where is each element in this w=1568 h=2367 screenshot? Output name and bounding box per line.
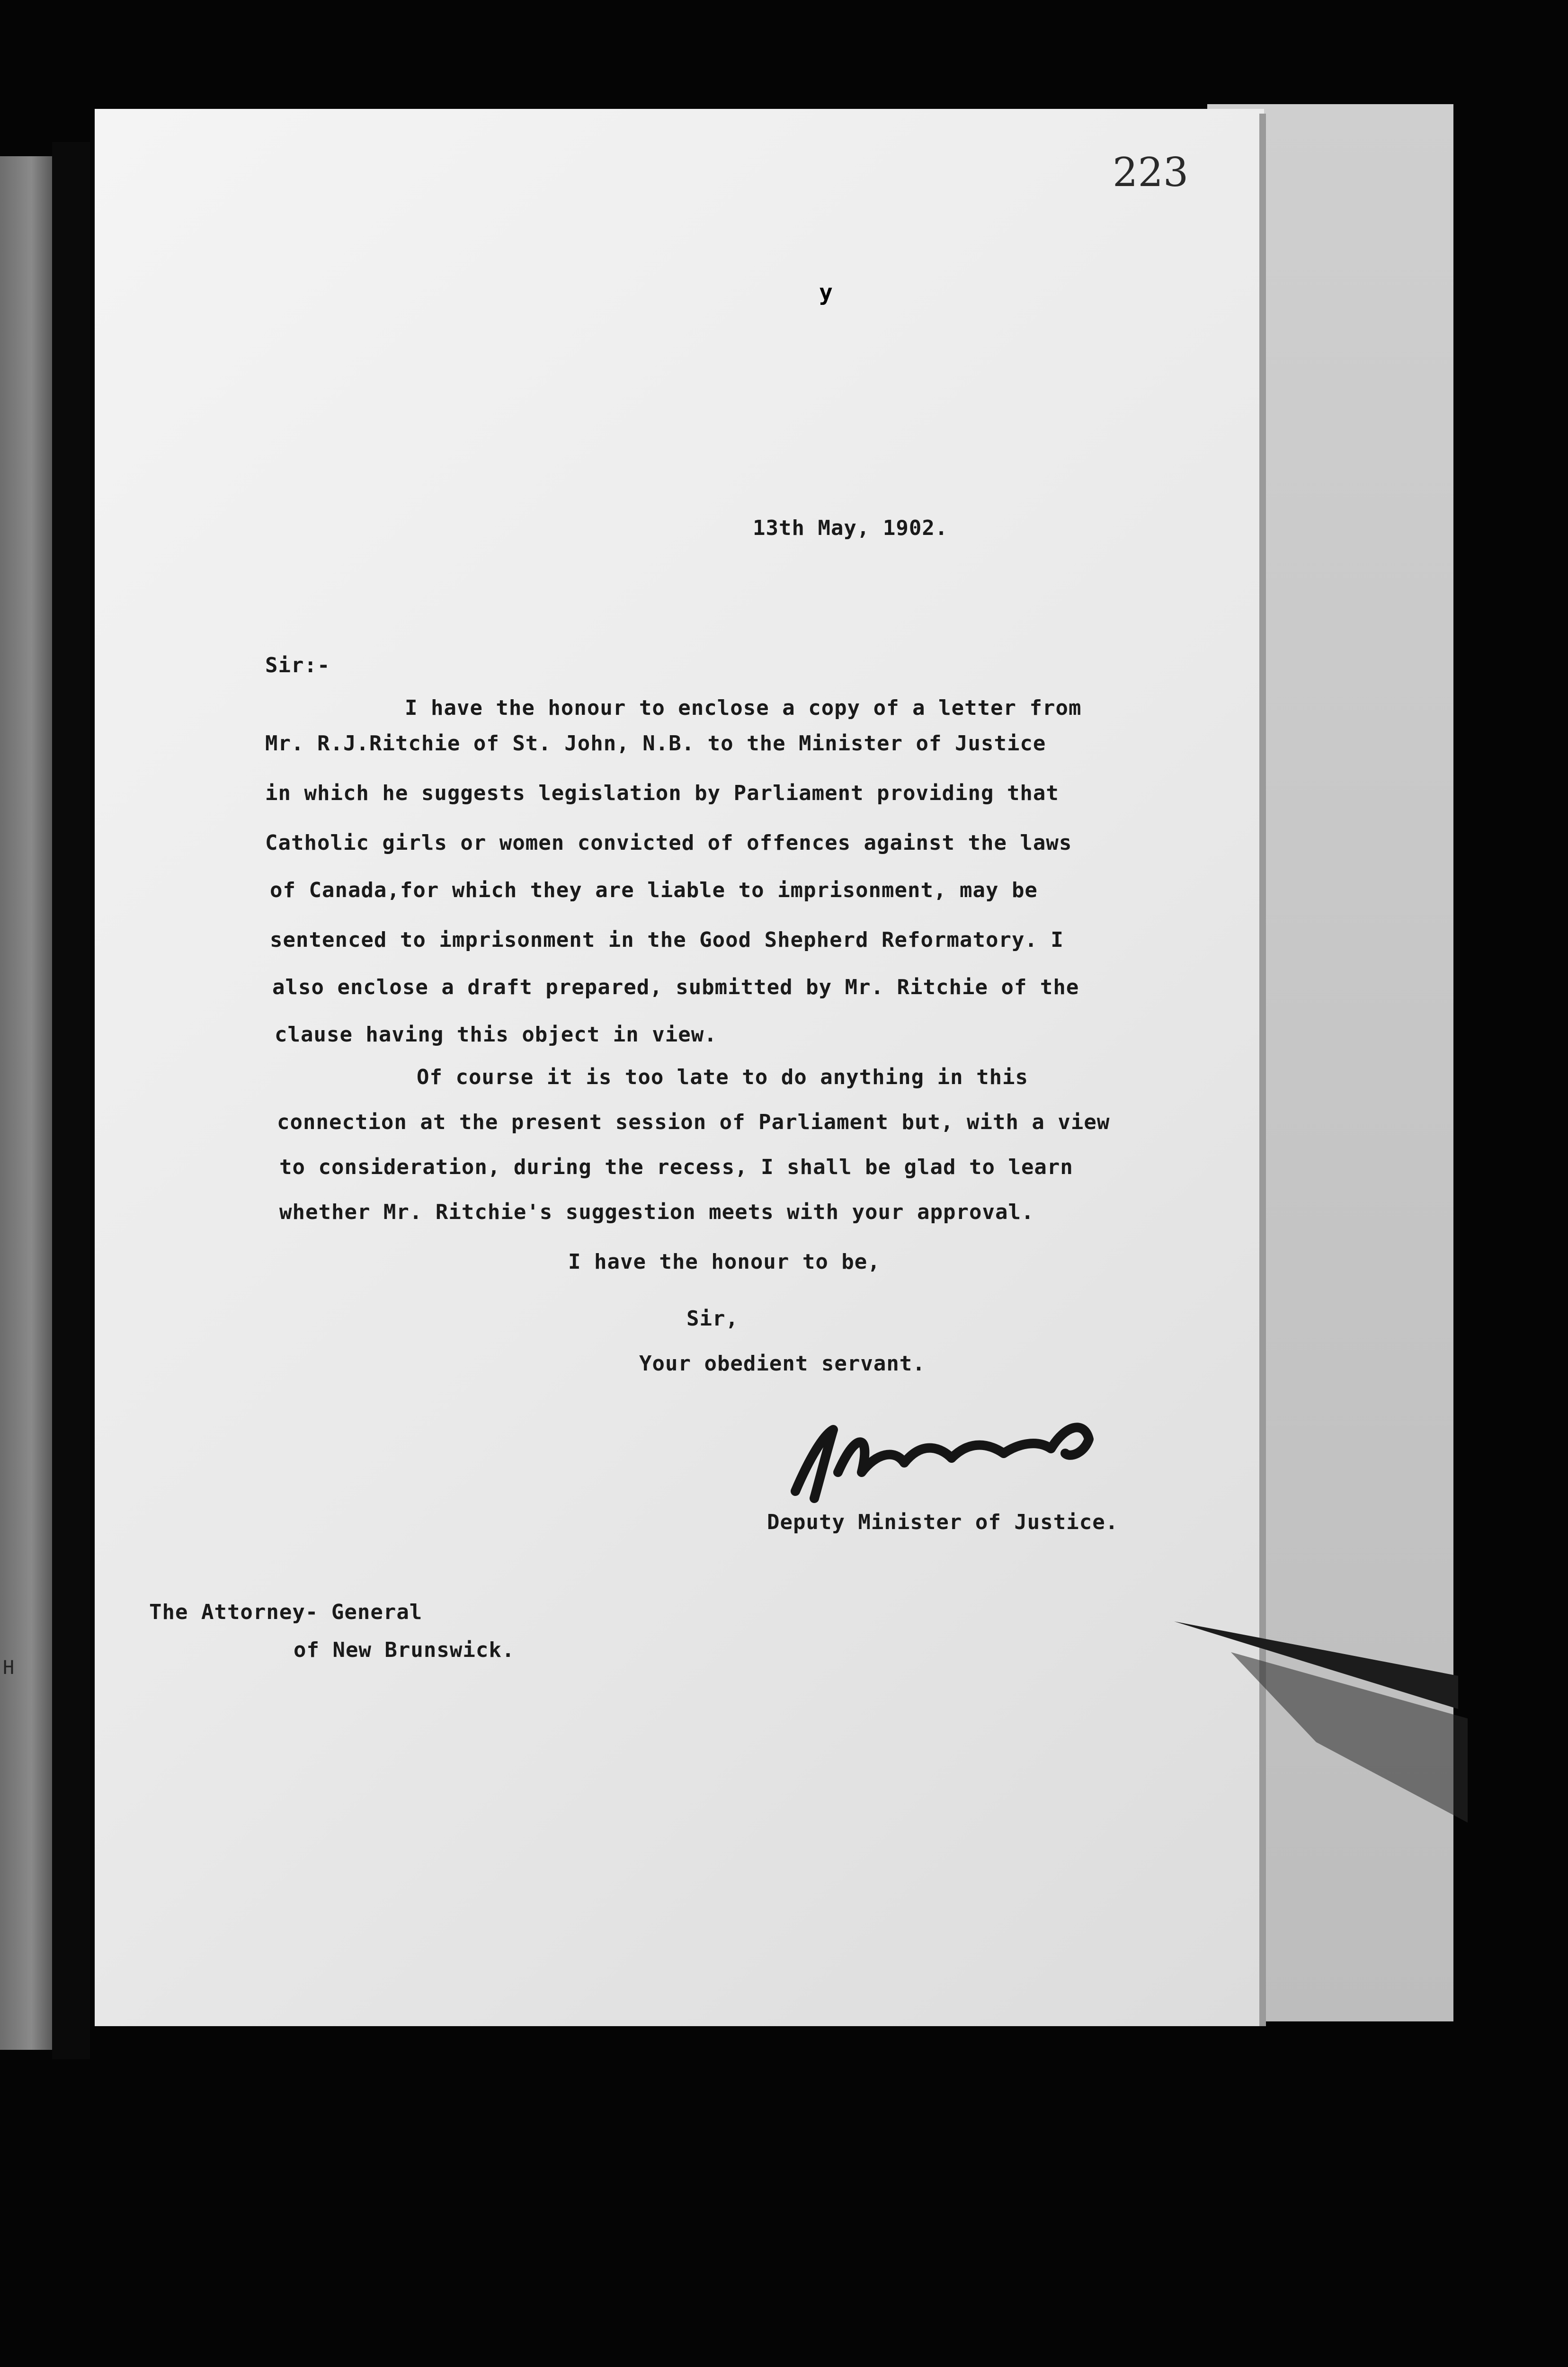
body-line: in which he suggests legislation by Parliament providing that [265,781,1059,805]
body-line: sentenced to imprisonment in the Good Shepherd Reformatory. I [270,928,1064,952]
body-line: Mr. R.J.Ritchie of St. John, N.B. to the Minister of Justice [265,731,1046,756]
body-line: Of course it is too late to do anything in this [417,1065,1029,1089]
addressee-line: The Attorney- General [149,1600,423,1624]
addressee-line: of New Brunswick. [294,1638,515,1662]
body-line: I have the honour to enclose a copy of a letter from [405,696,1082,720]
letter-date: 13th May, 1902. [753,516,948,540]
body-line: clause having this object in view. [275,1023,717,1047]
body-line: to consideration, during the recess, I shall be glad to learn [279,1155,1073,1179]
closing-line: Your obedient servant. [639,1352,926,1376]
body-line: connection at the present session of Parliament but, with a view [277,1110,1110,1134]
binding-shadow [52,142,90,2059]
closing-line: I have the honour to be, [568,1250,881,1274]
previous-page-edge [0,156,52,2050]
handwritten-signature [781,1401,1150,1515]
signer-title: Deputy Minister of Justice. [767,1510,1119,1534]
body-line: also enclose a draft prepared, submitted by Mr. Ritchie of the [272,975,1079,999]
closing-line: Sir, [686,1307,739,1331]
body-line: of Canada,for which they are liable to imprisonment, may be [270,878,1038,902]
body-line: whether Mr. Ritchie's suggestion meets with your approval. [279,1200,1034,1224]
left-page-mark: H [3,1657,15,1679]
stray-mark: y [819,279,833,306]
salutation: Sir:- [265,653,330,677]
body-line: Catholic girls or women convicted of offences against the laws [265,831,1072,855]
page-number: 223 [1113,149,1189,196]
pen-pointer [1174,1600,1468,1823]
